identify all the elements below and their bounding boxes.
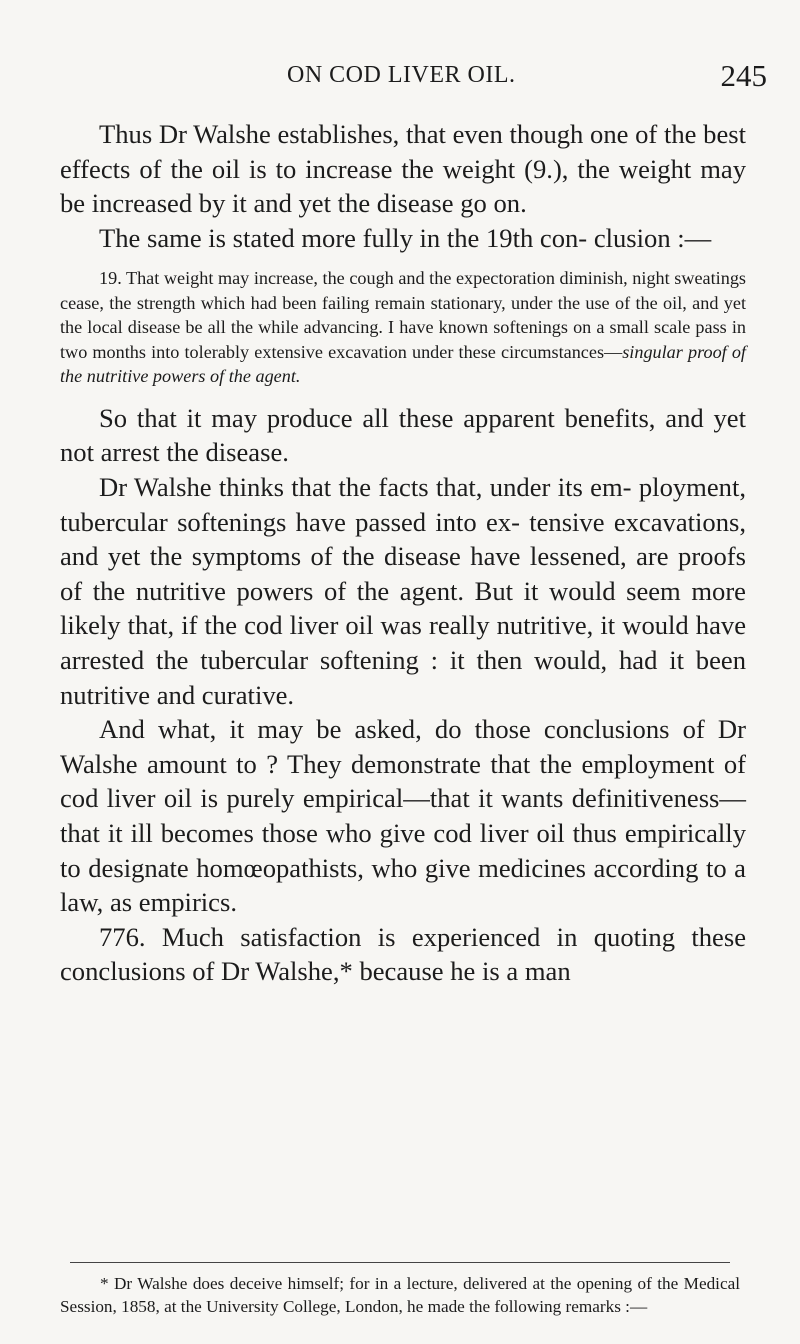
running-head: ON COD LIVER OIL. <box>287 62 516 88</box>
page-number: 245 <box>720 58 767 93</box>
quote-text: 19. That weight may increase, the cough and the expectoration diminish, night sweatings cease, the strength which had been failing remain stationary, under the use of the oil, and yet the local disease be all the while advancing. I have known softenings on a small scale pass in two months into tolerably extensive excavation under these circumstances— <box>60 268 746 362</box>
paragraph: 776. Much satisfaction is experienced in quoting these conclusions of Dr Walshe,* because he is a man <box>60 921 746 987</box>
paragraph: Dr Walshe thinks that the facts that, under its em- ployment, tubercular softenings have passed into ex- tensive excavations, and yet the symptoms of the disease have lessened, are proofs of the nutritive powers of the agent. But it would seem more likely that, if the cod liver oil was really nutritive, it would have arrested the tubercular softening : it then would, had it been nutritive and curative. <box>60 472 746 710</box>
footnote: * Dr Walshe does deceive himself; for in a lecture, delivered at the opening of the Medical Session, 1858, at the University College, London, he made the following remarks :— <box>60 1274 740 1316</box>
paragraph: So that it may produce all these apparent benefits, and yet not arrest the disease. <box>60 402 746 468</box>
quote-italic: singular proof of the nutritive powers of the agent. <box>60 341 746 387</box>
body-text <box>60 117 746 989</box>
paragraph: Thus Dr Walshe establishes, that even though one of the best effects of the oil is to increase the weight (9.), the weight may be increased by it and yet the disease go on. <box>60 119 746 219</box>
footnote-divider <box>70 1262 730 1263</box>
page-header <box>0 58 800 98</box>
paragraph: The same is stated more fully in the 19th con- clusion :— <box>99 222 712 253</box>
paragraph: And what, it may be asked, do those conclusions of Dr Walshe amount to ? They demonstrate that the employment of cod liver oil is purely empirical—that it wants definitiveness—that it ill becomes those who give cod liver oil thus empirically to designate homœopathists, who give medicines according to a law, as empirics. <box>60 714 746 918</box>
block-quote <box>60 266 746 389</box>
